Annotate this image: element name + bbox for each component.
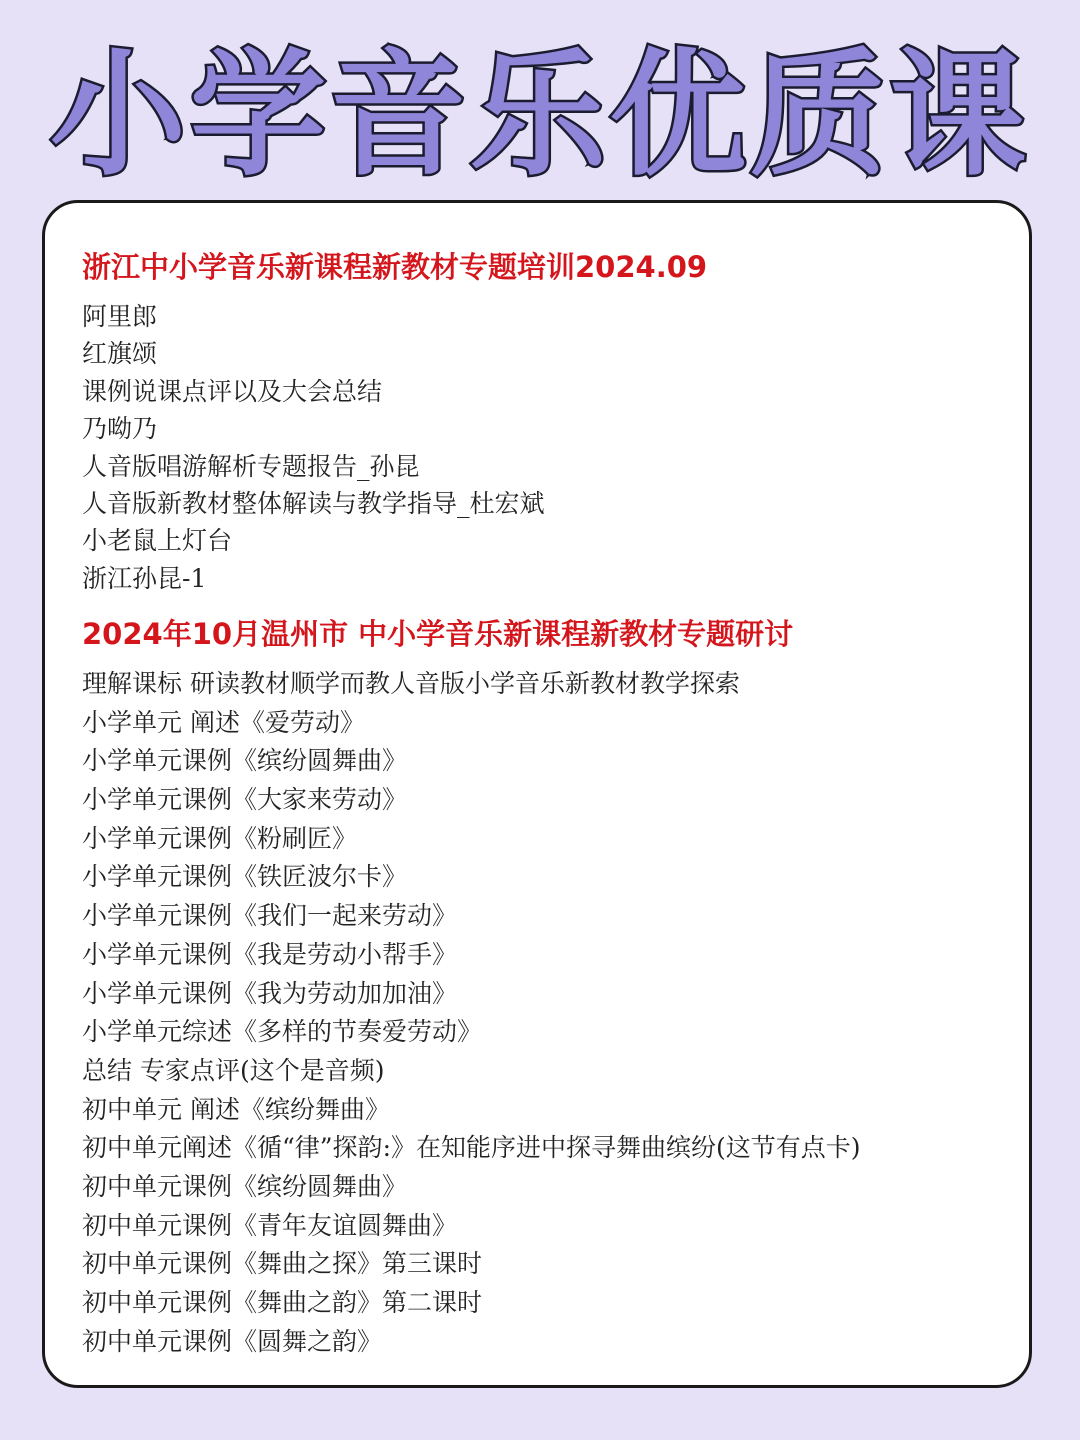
wenzhou-course-list <box>82 665 861 1361</box>
content-card <box>42 200 1032 1388</box>
list-item: 阿里郎 <box>82 302 158 331</box>
list-item: 初中单元 阐述《缤纷舞曲》 <box>82 1094 390 1124</box>
section-heading-wenzhou: 2024年10月温州市 中小学音乐新课程新教材专题研讨 <box>82 617 794 651</box>
list-item: 小学单元课例《铁匠波尔卡》 <box>82 862 408 892</box>
list-item: 小学单元课例《我们一起来劳动》 <box>82 901 458 931</box>
page-title: 小学音乐优质课 <box>50 37 1030 195</box>
list-item: 小学单元课例《我为劳动加加油》 <box>82 978 458 1008</box>
list-item: 初中单元课例《舞曲之韵》第二课时 <box>82 1288 483 1317</box>
list-item: 乃呦乃 <box>82 414 158 444</box>
list-item: 小学单元综述《多样的节奏爱劳动》 <box>82 1017 483 1047</box>
list-item: 小学单元课例《大家来劳动》 <box>82 785 408 815</box>
section-heading-zhejiang: 浙江中小学音乐新课程新教材专题培训2024.09 <box>82 250 708 284</box>
zhejiang-course-list <box>82 298 545 597</box>
list-item: 浙江孙昆-1 <box>82 563 207 593</box>
list-item: 理解课标 研读教材顺学而教人音版小学音乐新教材教学探索 <box>82 669 740 698</box>
list-item: 小学单元课例《缤纷圆舞曲》 <box>82 746 408 776</box>
list-item: 总结 专家点评(这个是音频) <box>82 1055 385 1085</box>
list-item: 初中单元课例《舞曲之探》第三课时 <box>82 1249 483 1279</box>
list-item: 红旗颂 <box>82 339 158 369</box>
list-item: 初中单元阐述《循“律”探韵:》在知能序进中探寻舞曲缤纷(这节有点卡) <box>82 1133 861 1163</box>
list-item: 初中单元课例《青年友谊圆舞曲》 <box>82 1210 458 1240</box>
list-item: 课例说课点评以及大会总结 <box>82 376 383 406</box>
list-item: 小学单元课例《粉刷匠》 <box>82 823 358 853</box>
list-item: 初中单元课例《圆舞之韵》 <box>82 1326 383 1356</box>
list-item: 小老鼠上灯台 <box>82 526 233 556</box>
list-item: 小学单元 阐述《爱劳动》 <box>82 707 365 737</box>
list-item: 人音版唱游解析专题报告_孙昆 <box>82 451 420 481</box>
list-item: 人音版新教材整体解读与教学指导_杜宏斌 <box>82 488 545 518</box>
list-item: 初中单元课例《缤纷圆舞曲》 <box>82 1171 408 1201</box>
list-item: 小学单元课例《我是劳动小帮手》 <box>82 939 458 969</box>
